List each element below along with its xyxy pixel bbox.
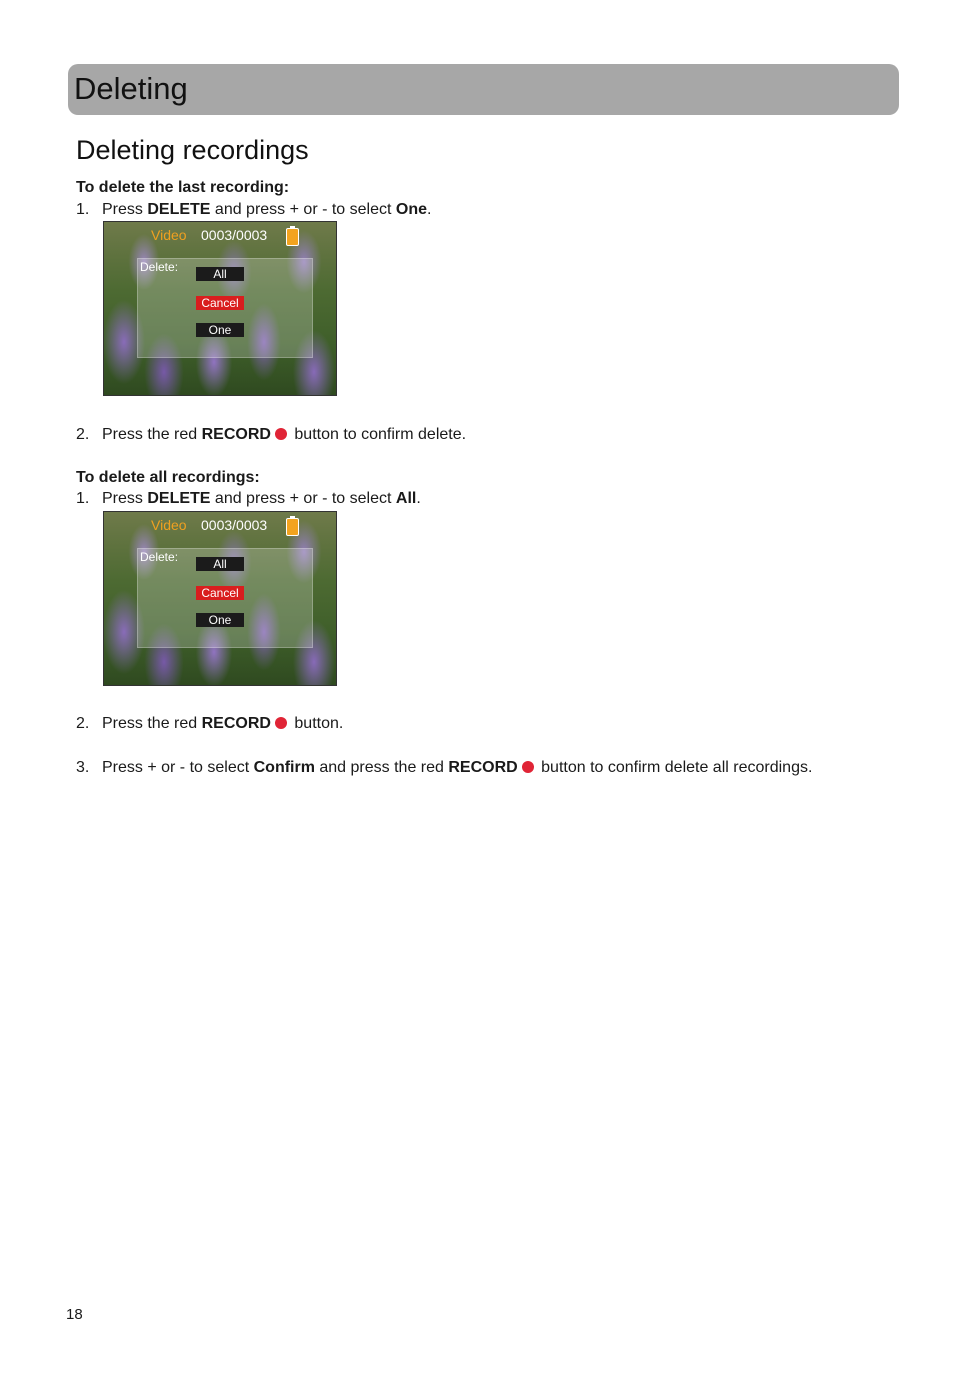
step-all-2 — [76, 714, 343, 734]
step-text: Press the red — [102, 715, 202, 732]
page-title: Deleting — [74, 71, 188, 106]
step-text: and press + or - to select — [210, 201, 396, 218]
step-text: Press + or - to select — [102, 759, 254, 776]
step-text: Press the red — [102, 426, 202, 443]
mode-label: Video — [151, 517, 187, 533]
file-counter: 0003/0003 — [201, 227, 268, 243]
option-all[interactable]: All — [196, 557, 244, 571]
page-number: 18 — [66, 1306, 83, 1323]
step-number: 2. — [76, 715, 90, 732]
step-text: . — [416, 490, 421, 507]
header-bar — [68, 64, 899, 115]
red-dot-icon — [275, 717, 287, 729]
device-screen-all — [103, 511, 337, 686]
option-one[interactable]: One — [196, 323, 244, 337]
step-text: button to confirm delete. — [289, 426, 467, 443]
subheading-last: To delete the last recording: — [76, 179, 290, 196]
step-bold: RECORD — [201, 426, 271, 443]
option-all[interactable]: All — [196, 267, 244, 281]
step-number: 2. — [76, 426, 90, 443]
section-title: Deleting recordings — [76, 135, 309, 165]
step-text: Press — [102, 490, 148, 507]
delete-label: Delete: — [140, 550, 179, 564]
step-last-1 — [76, 200, 431, 220]
step-text: button to confirm delete all recordings. — [536, 759, 813, 776]
step-last-2 — [76, 425, 466, 445]
step-bold: RECORD — [448, 759, 518, 776]
step-bold: Confirm — [253, 759, 315, 776]
option-cancel[interactable]: Cancel — [196, 296, 244, 310]
device-screen-one — [103, 221, 337, 396]
step-bold: DELETE — [147, 201, 211, 218]
subheading-all: To delete all recordings: — [76, 469, 260, 486]
step-text: and press the red — [314, 759, 449, 776]
step-number: 1. — [76, 490, 90, 507]
step-bold: One — [395, 201, 428, 218]
red-dot-icon — [275, 428, 287, 440]
step-text: Press — [102, 201, 148, 218]
step-all-1 — [76, 489, 421, 509]
option-one[interactable]: One — [196, 613, 244, 627]
file-counter: 0003/0003 — [201, 517, 268, 533]
red-dot-icon — [522, 761, 534, 773]
battery-icon — [286, 228, 299, 246]
step-text: . — [427, 201, 432, 218]
option-cancel[interactable]: Cancel — [196, 586, 244, 600]
mode-label: Video — [151, 227, 187, 243]
step-all-3 — [76, 758, 812, 778]
step-number: 3. — [76, 759, 90, 776]
step-text: and press + or - to select — [210, 490, 396, 507]
delete-label: Delete: — [140, 260, 179, 274]
battery-icon — [286, 518, 299, 536]
step-bold: DELETE — [147, 490, 211, 507]
step-bold: RECORD — [201, 715, 271, 732]
step-bold: All — [395, 490, 417, 507]
step-number: 1. — [76, 201, 90, 218]
step-text: button. — [289, 715, 344, 732]
